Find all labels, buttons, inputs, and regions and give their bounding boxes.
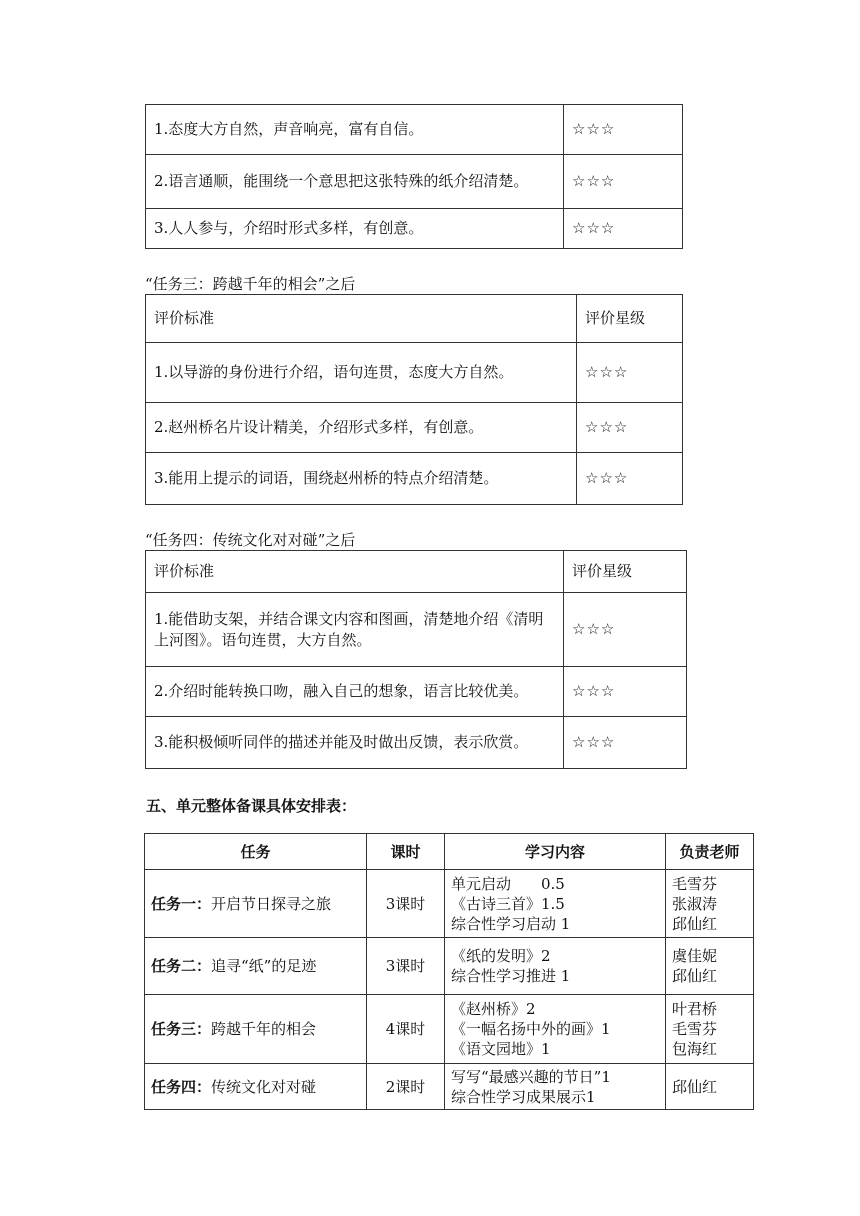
teacher-name: 叶君桥 xyxy=(672,1000,718,1018)
teacher-name: 张淑涛 xyxy=(672,894,718,913)
star-rating: ☆☆☆ xyxy=(564,717,687,769)
hours-cell: 3课时 xyxy=(367,938,445,995)
task3-caption: “任务三：跨越千年的相会”之后 xyxy=(145,275,356,293)
teacher-name: 虞佳妮 xyxy=(672,947,718,965)
star-rating: ☆☆☆ xyxy=(577,403,683,453)
table-row xyxy=(146,105,683,155)
teacher-cell xyxy=(666,1064,754,1110)
content-cell xyxy=(445,938,666,995)
teacher-name: 包海红 xyxy=(672,1040,718,1058)
table-header-row xyxy=(145,834,754,870)
star-rating: ☆☆☆ xyxy=(577,343,683,403)
table-row xyxy=(146,403,683,453)
table-row xyxy=(145,870,754,938)
content-header: 学习内容 xyxy=(445,834,666,870)
star-rating: ☆☆☆ xyxy=(564,667,687,717)
criterion-cell: 2.语言通顺，能围绕一个意思把这张特殊的纸介绍清楚。 xyxy=(146,155,564,209)
table-header-row xyxy=(146,295,683,343)
task-cell xyxy=(145,1064,367,1110)
rating-header: 评价星级 xyxy=(564,551,687,593)
schedule-table xyxy=(144,833,754,1110)
criterion-cell: 1.能借助支架，并结合课文内容和图画，清楚地介绍《清明上河图》。语句连贯，大方自然。 xyxy=(146,593,564,667)
task-title: 开启节日探寻之旅 xyxy=(211,894,332,913)
content-line: 综合性学习启动 1 xyxy=(451,914,571,933)
criterion-cell: 3.能积极倾听同伴的描述并能及时做出反馈，表示欣赏。 xyxy=(146,717,564,769)
teacher-name: 邱仙红 xyxy=(672,1077,718,1096)
table-row xyxy=(145,1064,754,1110)
table-header-row xyxy=(146,551,687,593)
content-line: 单元启动 0.5 xyxy=(451,874,565,893)
content-line: 《纸的发明》2 xyxy=(451,947,551,965)
hours-cell: 4课时 xyxy=(367,995,445,1064)
task-cell xyxy=(145,938,367,995)
content-line: 《古诗三首》1.5 xyxy=(451,894,565,913)
section-heading: 五、单元整体备课具体安排表： xyxy=(146,797,357,815)
content-cell xyxy=(445,1064,666,1110)
criterion-header: 评价标准 xyxy=(146,551,564,593)
content-line: 综合性学习成果展示1 xyxy=(451,1087,596,1106)
evaluation-table-task2 xyxy=(145,104,683,249)
teacher-header: 负责老师 xyxy=(666,834,754,870)
task4-caption: “任务四：传统文化对对碰”之后 xyxy=(145,531,356,549)
evaluation-table-task4 xyxy=(145,550,687,769)
task-cell xyxy=(145,995,367,1064)
criterion-cell: 1.以导游的身份进行介绍，语句连贯，态度大方自然。 xyxy=(146,343,577,403)
task-title: 传统文化对对碰 xyxy=(211,1077,317,1096)
task-cell xyxy=(145,870,367,938)
task-header: 任务 xyxy=(145,834,367,870)
table-row xyxy=(145,995,754,1064)
criterion-cell: 2.介绍时能转换口吻，融入自己的想象，语言比较优美。 xyxy=(146,667,564,717)
star-rating: ☆☆☆ xyxy=(577,453,683,505)
content-line: 《语文园地》1 xyxy=(451,1040,551,1058)
content-line: 《赵州桥》2 xyxy=(451,1000,536,1018)
table-row xyxy=(146,343,683,403)
table-row xyxy=(145,938,754,995)
task-title: 追寻“纸”的足迹 xyxy=(211,957,317,975)
teacher-name: 毛雪芬 xyxy=(672,1020,718,1038)
table-row xyxy=(146,593,687,667)
hours-header: 课时 xyxy=(367,834,445,870)
teacher-cell xyxy=(666,938,754,995)
task-prefix: 任务一： xyxy=(151,894,212,913)
content-line: 综合性学习推进 1 xyxy=(451,967,571,985)
star-rating: ☆☆☆ xyxy=(564,209,683,249)
table-row xyxy=(146,717,687,769)
star-rating: ☆☆☆ xyxy=(564,155,683,209)
evaluation-table-task3 xyxy=(145,294,683,505)
star-rating: ☆☆☆ xyxy=(564,105,683,155)
table-row xyxy=(146,155,683,209)
hours-cell: 2课时 xyxy=(367,1064,445,1110)
teacher-name: 邱仙红 xyxy=(672,967,718,985)
teacher-name: 毛雪芬 xyxy=(672,874,718,893)
criterion-cell: 1.态度大方自然，声音响亮，富有自信。 xyxy=(146,105,564,155)
table-row xyxy=(146,453,683,505)
criterion-cell: 3.能用上提示的词语，围绕赵州桥的特点介绍清楚。 xyxy=(146,453,577,505)
task-prefix: 任务三： xyxy=(151,1020,212,1038)
content-line: 写写“最感兴趣的节日”1 xyxy=(451,1067,611,1086)
criterion-cell: 3.人人参与，介绍时形式多样，有创意。 xyxy=(146,209,564,249)
teacher-name: 邱仙红 xyxy=(672,914,718,933)
criterion-cell: 2.赵州桥名片设计精美，介绍形式多样，有创意。 xyxy=(146,403,577,453)
task-title: 跨越千年的相会 xyxy=(211,1020,317,1038)
task-prefix: 任务二： xyxy=(151,957,212,975)
table-row xyxy=(146,667,687,717)
hours-cell: 3课时 xyxy=(367,870,445,938)
criterion-header: 评价标准 xyxy=(146,295,577,343)
teacher-cell xyxy=(666,870,754,938)
task-prefix: 任务四： xyxy=(151,1077,212,1096)
star-rating: ☆☆☆ xyxy=(564,593,687,667)
content-cell xyxy=(445,995,666,1064)
rating-header: 评价星级 xyxy=(577,295,683,343)
content-cell xyxy=(445,870,666,938)
teacher-cell xyxy=(666,995,754,1064)
table-row xyxy=(146,209,683,249)
content-line: 《一幅名扬中外的画》1 xyxy=(451,1020,611,1038)
